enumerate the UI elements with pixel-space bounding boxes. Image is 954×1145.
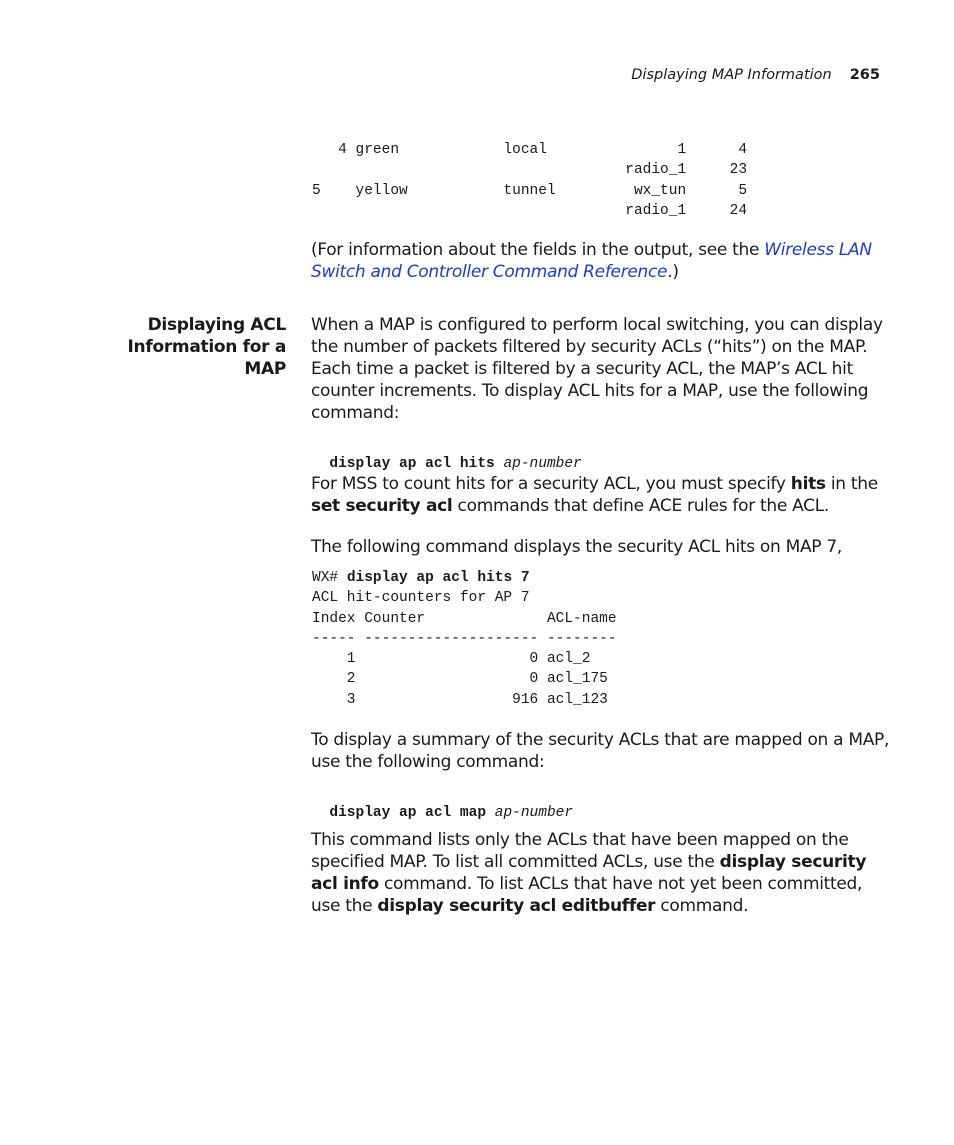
- section-heading: Displaying ACL Information for a MAP: [127, 315, 286, 379]
- output-line: 5 yellow tunnel wx_tun 5: [312, 182, 748, 199]
- header-title: Displaying MAP Information: [631, 67, 832, 83]
- output-line: radio_1 23: [312, 162, 748, 179]
- reference-link[interactable]: Wireless LAN Switch and Controller Command Reference: [311, 240, 872, 282]
- output-line: 2 0 acl_175: [312, 671, 608, 688]
- running-header: [631, 67, 880, 83]
- output-line: ACL hit-counters for AP 7: [312, 590, 530, 607]
- output-line: ----- -------------------- --------: [312, 630, 617, 647]
- map-paragraph: To display a summary of the security ACLs that are mapped on a MAP, use the following command:: [311, 730, 890, 772]
- output-line: Index Counter ACL-name: [312, 610, 617, 627]
- output-line: 3 916 acl_123: [312, 691, 608, 708]
- reference-note: (For information about the fields in the output, see the Wireless LAN Switch and Controller Command Reference.): [311, 240, 872, 282]
- closing-paragraph: This command lists only the ACLs that have been mapped on the specified MAP. To list all committed ACLs, use the display security acl info command. To list ACLs that have not yet been committed, use the display security acl editbuffer command.: [311, 830, 867, 916]
- command-syntax-map: display ap acl map ap-number: [329, 805, 574, 822]
- output-line: 4 green local 1 4: [312, 142, 748, 158]
- output-line: 1 0 acl_2: [312, 651, 591, 668]
- example-command-line: WX# display ap acl hits 7: [312, 570, 530, 586]
- output-line: radio_1 24: [312, 202, 748, 219]
- intro-paragraph: When a MAP is configured to perform local switching, you can display the number of packets filtered by security ACLs (“hits”) on the MAP. Each time a packet is filtered by a security ACL, the MAP’s ACL hit counter increments. To display ACL hits for a MAP, use the following command:: [311, 315, 883, 423]
- top-output: [312, 140, 747, 221]
- page-number: 265: [849, 67, 880, 83]
- command-syntax-hits: display ap acl hits ap-number: [329, 456, 582, 473]
- hits-paragraph: For MSS to count hits for a security ACL, you must specify hits in the set security acl commands that define ACE rules for the ACL.: [311, 474, 878, 516]
- example-intro: The following command displays the security ACL hits on MAP 7,: [311, 537, 842, 557]
- example-output: [312, 568, 617, 710]
